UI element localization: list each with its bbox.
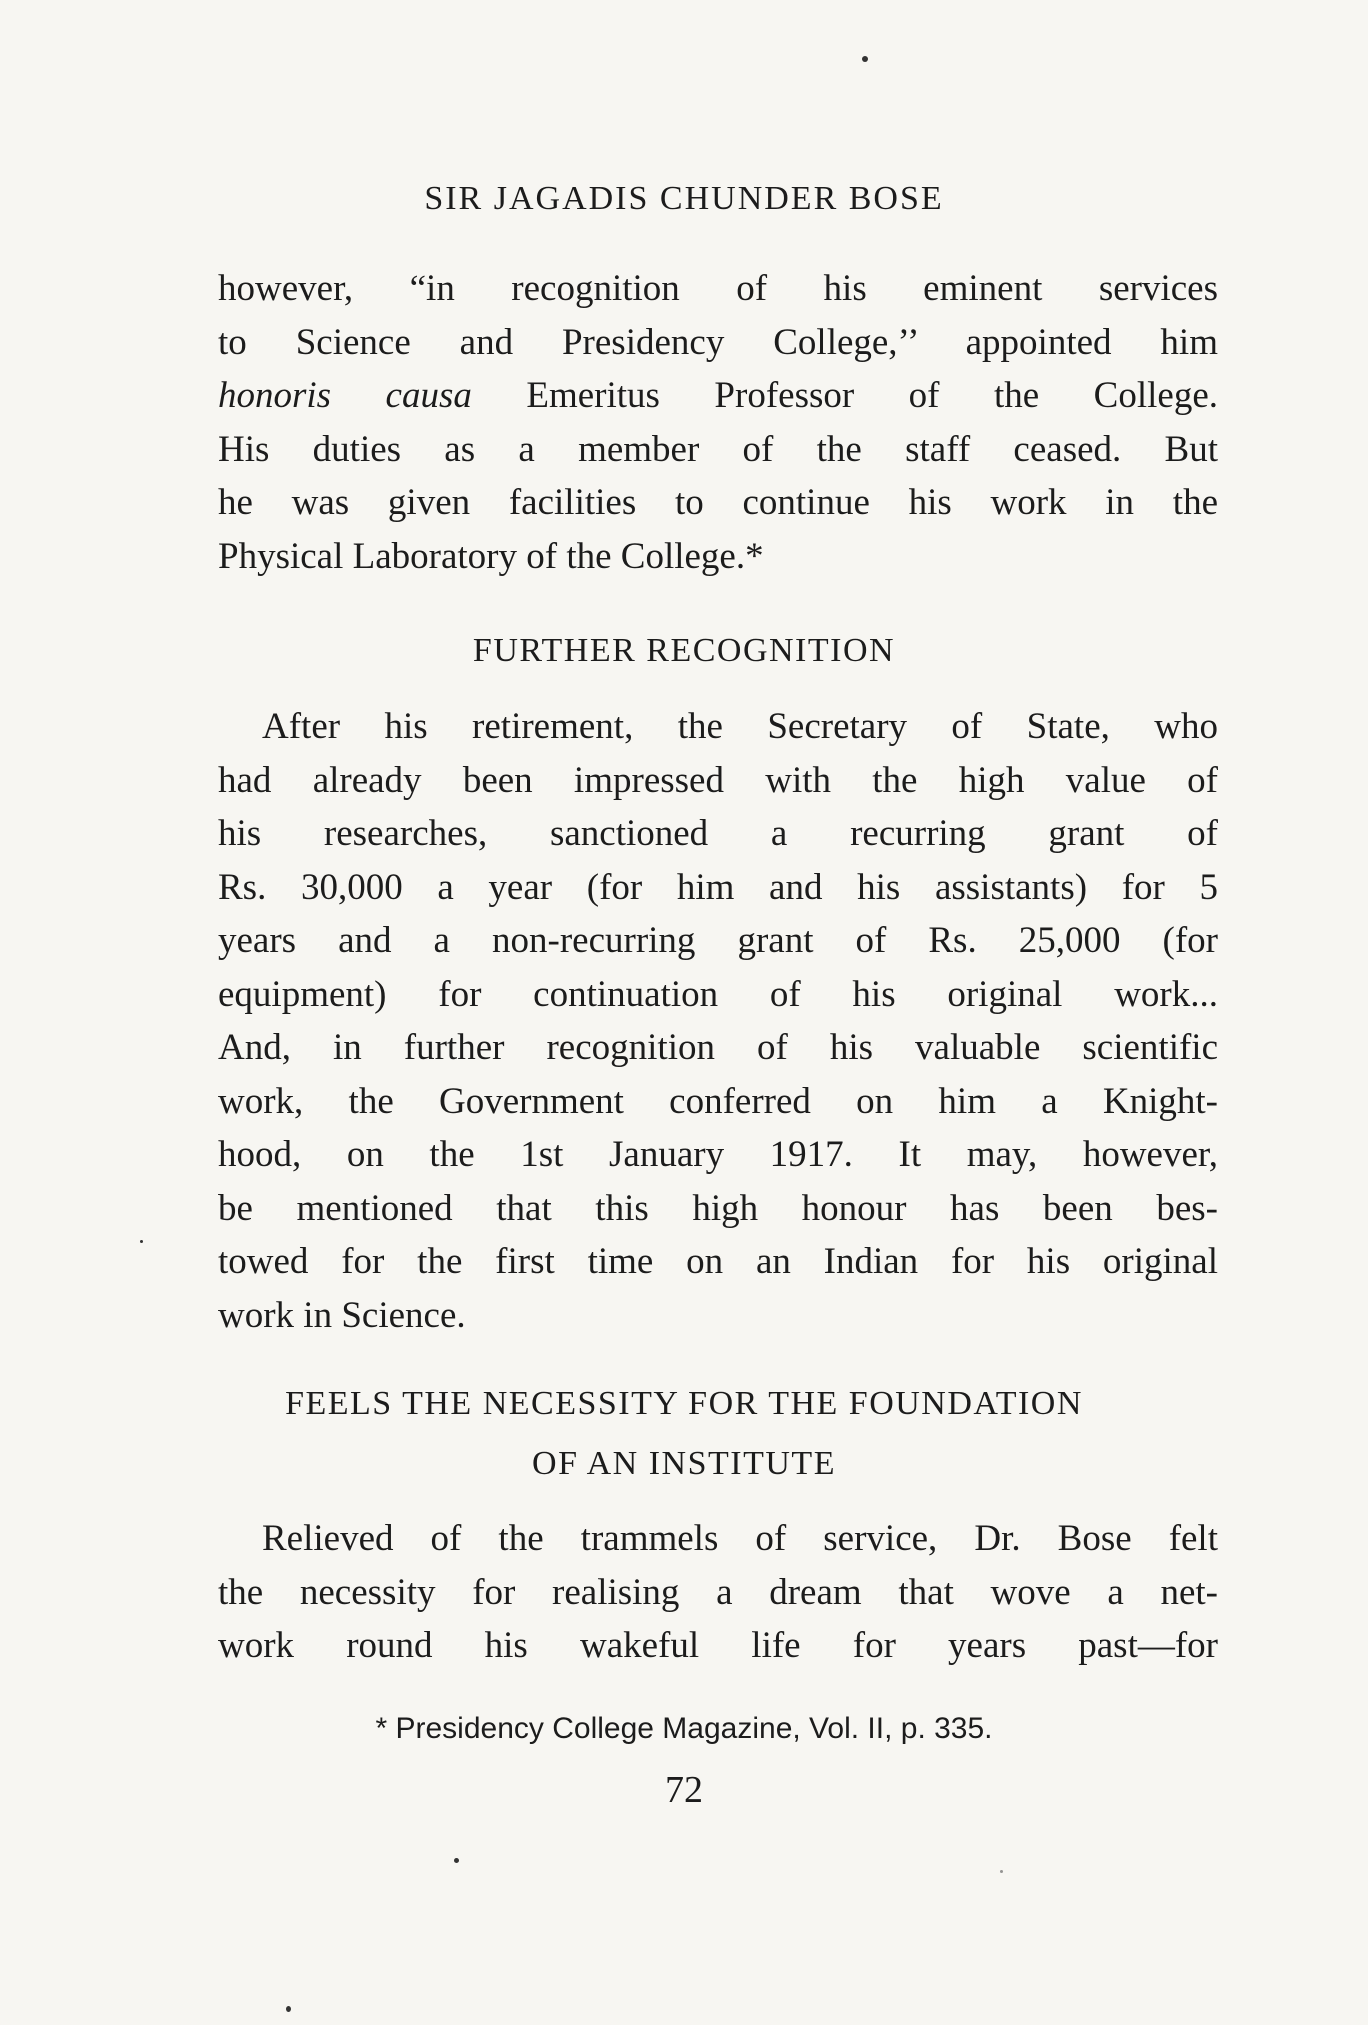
- text-fragment: Emeritus Professor of the College.: [471, 375, 1219, 416]
- ink-speck: [140, 1240, 143, 1243]
- paragraph-institute: [218, 1512, 1218, 1673]
- ink-speck: [286, 2006, 291, 2012]
- text-line: to Science and Presidency College,’’ appointed him: [218, 321, 1218, 363]
- text-line: years and a non-recurring grant of Rs. 25,000 (for: [218, 920, 1218, 961]
- text-line: be mentioned that this high honour has been bes-: [218, 1187, 1218, 1229]
- paragraph-further-recognition: [218, 700, 1218, 1342]
- text-line: Rs. 30,000 a year (for him and his assistants) for 5: [218, 866, 1218, 908]
- text-line: the necessity for realising a dream that wove a net-: [218, 1571, 1218, 1613]
- text-line: equipment) for continuation of his original work...: [218, 973, 1218, 1015]
- ink-speck: [1000, 1870, 1003, 1873]
- section-heading-institute-line-1: FEELS THE NECESSITY FOR THE FOUNDATION: [285, 1385, 1083, 1422]
- ink-speck: [862, 56, 868, 62]
- italic-phrase: honoris causa: [218, 375, 472, 416]
- text-line: Relieved of the trammels of service, Dr. Bose felt: [262, 1518, 1218, 1559]
- section-heading-further-recognition: FURTHER RECOGNITION: [472, 632, 896, 669]
- text-line: His duties as a member of the staff ceased. But: [218, 428, 1218, 470]
- text-line: his researches, sanctioned a recurring grant of: [218, 813, 1218, 854]
- text-line: Physical Laboratory of the College.*: [218, 535, 764, 577]
- text-line: however, “in recognition of his eminent services: [218, 268, 1218, 309]
- text-line: work in Science.: [218, 1294, 466, 1336]
- footnote: * Presidency College Magazine, Vol. II, p. 335.: [375, 1712, 993, 1745]
- text-line: work, the Government conferred on him a Knight-: [218, 1080, 1218, 1122]
- page-number: 72: [665, 1769, 703, 1811]
- ink-speck: [454, 1858, 459, 1863]
- text-line: [218, 369, 1218, 423]
- text-line: work round his wakeful life for years past—for: [218, 1625, 1218, 1666]
- text-line: After his retirement, the Secretary of State, who: [262, 706, 1218, 747]
- section-heading-institute-line-2: OF AN INSTITUTE: [532, 1445, 836, 1482]
- text-line: had already been impressed with the high value of: [218, 759, 1218, 801]
- text-line: he was given facilities to continue his work in the: [218, 482, 1218, 523]
- text-line: hood, on the 1st January 1917. It may, however,: [218, 1134, 1218, 1175]
- paragraph-appointment: [218, 262, 1218, 583]
- running-head: SIR JAGADIS CHUNDER BOSE: [424, 180, 944, 217]
- text-line: towed for the first time on an Indian for his original: [218, 1241, 1218, 1282]
- text-line: And, in further recognition of his valuable scientific: [218, 1027, 1218, 1068]
